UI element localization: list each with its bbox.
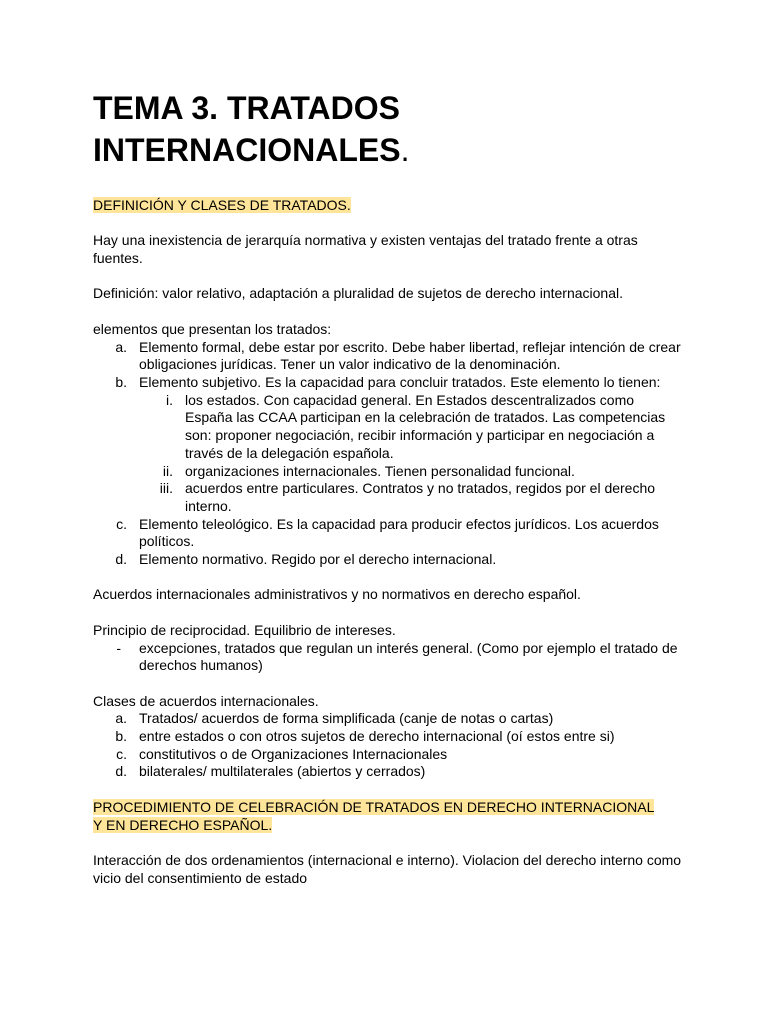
list-item: b. entre estados o con otros sujetos de derecho internacional (oí estos entre si): [115, 728, 615, 744]
list-item: ii. organizaciones internacionales. Tienen personalidad funcional.: [162, 462, 575, 479]
list-item: b. Elemento subjetivo. Es la capacidad para concluir tratados. Este elemento lo tienen:: [115, 373, 661, 390]
document-title-period: .: [400, 132, 410, 168]
document-page: [93, 87, 683, 887]
paragraph-definicion: Definición: valor relativo, adaptación a pluralidad de sujetos de derecho internacional.: [93, 285, 623, 302]
section-heading-procedimiento: PROCEDIMIENTO DE CELEBRACIÓN DE TRATADOS EN DERECHO INTERNACIONAL Y EN DERECHO ESPAÑOL.: [93, 798, 655, 833]
list-item: iii. acuerdos entre particulares. Contratos y no tratados, regidos por el derecho interno.: [159, 480, 656, 514]
list-item: i. los estados. Con capacidad general. En Estados descentralizados como España las CCAA participan en la celebración de tratados. Las competencias son: proponer negociación, recibir información y participar en negociación a través de la delegación española.: [166, 391, 666, 461]
paragraph-reciprocidad: Principio de reciprocidad. Equilibrio de intereses.: [93, 621, 396, 638]
list-item: - excepciones, tratados que regulan un interés general. (Como por ejemplo el tratado de derechos humanos): [116, 639, 678, 674]
section-heading-definicion: DEFINICIÓN Y CLASES DE TRATADOS.: [93, 197, 351, 213]
elements-list: [93, 339, 683, 392]
list-item: d. Elemento normativo. Regido por el derecho internacional.: [115, 551, 497, 568]
subjects-list: [93, 392, 683, 516]
list-item: d. bilaterales/ multilaterales (abiertos y cerrados): [115, 763, 426, 780]
document-title-text: TEMA 3. TRATADOS INTERNACIONALES: [93, 90, 401, 168]
list-item: c. Elemento teleológico. Es la capacidad para producir efectos jurídicos. Los acuerdos políticos.: [116, 515, 659, 550]
elements-list-continued: [93, 516, 683, 569]
classes-list: [93, 710, 683, 781]
classes-intro: Clases de acuerdos internacionales.: [93, 692, 319, 709]
list-item: c. constitutivos o de Organizaciones Internacionales: [116, 745, 448, 762]
list-item: a. Elemento formal, debe estar por escrito. Debe haber libertad, reflejar intención de crear obligaciones jurídicas. Tener un valor indicativo de la denominación.: [115, 338, 681, 373]
elements-intro: elementos que presentan los tratados:: [93, 320, 332, 337]
document-title: [93, 87, 683, 171]
exceptions-list: [93, 640, 683, 675]
paragraph-jerarquia: Hay una inexistencia de jerarquía normativa y existen ventajas del tratado frente a otras fuentes.: [93, 232, 638, 267]
paragraph-acuerdos-administrativos: Acuerdos internacionales administrativos y no normativos en derecho español.: [93, 586, 581, 603]
paragraph-interaccion: Interacción de dos ordenamientos (internacional e interno). Violacion del derecho interno como vicio del consentimiento de estado: [93, 851, 682, 886]
list-item: a. Tratados/ acuerdos de forma simplificada (canje de notas o cartas): [115, 710, 554, 727]
